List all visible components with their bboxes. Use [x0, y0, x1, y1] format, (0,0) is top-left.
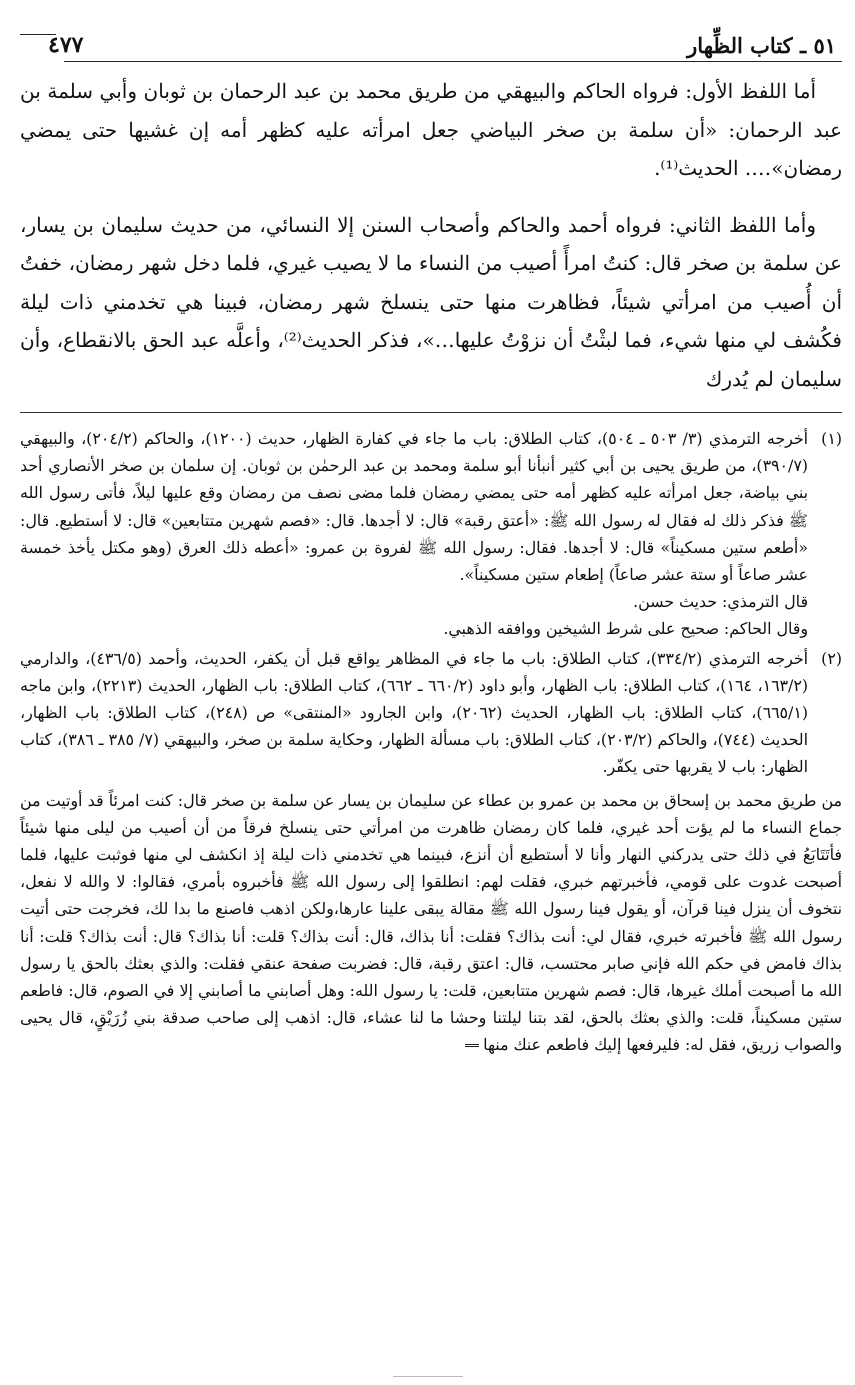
page-bottom-mark [393, 1376, 463, 1377]
book-page [20, 18, 842, 1368]
chapter-title: ٥١ ـ كتاب الظِّهار [687, 33, 836, 58]
footnote-continuation [20, 787, 842, 1059]
footnotes [20, 425, 842, 1059]
header-rule [64, 61, 842, 62]
footnote-body [20, 645, 808, 781]
footnote-body [20, 425, 808, 643]
main-text [20, 72, 842, 398]
footnote-line: وقال الحاكم: صحيح على شرط الشيخين ووافقه الذهبي. [443, 619, 808, 639]
footnote-line: قال الترمذي: حديث حسن. [633, 592, 808, 612]
footnote-number: (٢) [821, 648, 842, 668]
footnote [20, 645, 842, 781]
main-paragraph: أما اللفظ الأول: فرواه الحاكم والبيهقي من طريق محمد بن عبد الرحمان بن ثوبان وأبي سلمة بن عبد الرحمان: «أن سلمة بن صخر البياضي جعل امرأته عليه كظهر أمه إن غشيها حتى يمضي رمضان»…. الحديث⁽¹⁾. [20, 79, 842, 180]
page-header [20, 18, 842, 62]
footnote-separator [20, 412, 842, 413]
footnote-line: أخرجه الترمذي (٣/ ٥٠٣ ـ ٥٠٤)، كتاب الطلاق: باب ما جاء في كفارة الظهار، حديث (١٢٠٠)، والحاكم (٢٠٤/٢)، والبيهقي (٣٩٠/٧)، من طريق يحيى بن أبي كثير أنبأنا أبو سلمة ومحمد بن عبد الرحمٰن بن ثوبان. إن سلمان بن صخر الأنصاري أحد بني بياضة، جعل امرأته عليه كظهر أمه حتى يمضي رمضان فلما مضى نصف من رمضان وقع عليها ليلاً، فأتى رسول الله ﷺ فذكر ذلك له فقال له رسول الله ﷺ: «أعتق رقبة» قال: لا أجدها. قال: «فصم شهرين متتابعين» قال: لا أستطيع. قال: «أطعم ستين مسكيناً» قال: لا أجدها. فقال: رسول الله ﷺ لفروة بن عمرو: «أعطه ذلك العرق (وهو مكتل يأخذ خمسة عشر صاعاً أو ستة عشر صاعاً) إطعام ستين مسكيناً». [20, 429, 809, 585]
page-number: ٤٧٧ [48, 32, 84, 58]
footnote-continuation-text: من طريق محمد بن إسحاق بن محمد بن عمرو بن عطاء عن سليمان بن يسار عن سلمة بن صخر قال: كنت امرئاً قد أوتيت من جماع النساء ما لم يؤت أحد غيري، فلما كان رمضان ظاهرت من امرأتي حتى ينسلخ فرقاً من أن أصيب من ليلى منها شيئاً فأتَتَابَعُ في ذلك حتى يدركني النهار وأنا لا أستطيع أن أنزع، فبينما هي تخدمني ذات ليلة إذ انكشف لي منها فوثبت عليها، فلما أصبحت غدوت على قومي، فأخبرتهم خبري، فقلت لهم: انطلقوا إلى رسول الله ﷺ فأخبروه بأمري، فقالوا: لا والله لا نفعل، نتخوف أن ينزل فينا قرآن، أو يقول فينا رسول الله ﷺ مقالة يبقى علينا عارها،ولكن اذهب فاصنع ما بدا لك، فخرجت حتى أتيت رسول الله ﷺ فأخبرته خبري، فقال لي: أنت بذاك؟ فقلت: أنا بذاك، قال: أنت بذاك؟ قلت: أنا بذاك؟ قال: أنت بذاك؟ قلت: أنا بذاك فامض في حكم الله فإني صابر محتسب، قال: اعتق رقبة، قال: فضربت صفحة عنقي فقلت: والذي بعثك بالحق يا رسول الله ما أصبحت أملك غيرها، قال: فصم شهرين متتابعين، قلت: يا رسول الله: وهل أصابني ما أصابني إلا في الصوم، قال: فاطعم ستين مسكيناً، قلت: والذي بعثك بالحق، لقد بتنا ليلتنا وحشا ما لنا عشاء، قال: اذهب إلى صاحب صدقة بني زُرَيْقٍ، قال يحيى والصواب زريق، فقل له: فليرفعها إليك فاطعم عنك منها [20, 790, 842, 1055]
main-paragraph: وأما اللفظ الثاني: فرواه أحمد والحاكم وأصحاب السنن إلا النسائي، من حديث سليمان بن يسار، عن سلمة بن صخر قال: كنتُ امرأً أصيب من النساء ما لا يصيب غيري، فلما دخل شهر رمضان، خفتُ أن أُصيب من امرأتي شيئاً، فظاهرت منها حتى ينسلخ شهر رمضان، فبينا هي تخدمني ذات ليلة فكُشف لي منها شيء، فما لبثْتُ أن نزوْتُ عليها…»، فذكر الحديث⁽²⁾، وأعلَّه عبد الحق بالانقطاع، وأن سليمان لم يُدرك [20, 212, 842, 391]
continuation-mark [465, 1044, 479, 1047]
footnote [20, 425, 842, 643]
header-stub-rule [20, 34, 56, 35]
footnote-number: (١) [821, 429, 842, 448]
footnote-line: أخرجه الترمذي (٣٣٤/٢)، كتاب الطلاق: باب ما جاء في المظاهر يواقع قبل أن يكفر، الحديث، وأحمد (٤٣٦/٥)، والدارمي (١٦٣/٢، ١٦٤)، كتاب الطلاق: باب الظهار، وأبو داود (٦٦٠/٢ ـ ٦٦٢)، كتاب الطلاق: باب الظهار، الحديث (٢٢١٣)، وابن ماجه (٦٦٥/١)، كتاب الطلاق: باب الظهار، الحديث (٢٠٦٢)، وابن الجارود «المنتقى» ص (٢٤٨)، كتاب الطلاق: باب الظهار، الحديث (٧٤٤)، والحاكم (٢٠٣/٢)، كتاب الطلاق: باب مسألة الظهار، وحكاية سلمة بن صخر، والبيهقي (٧/ ٣٨٥ ـ ٣٨٦)، كتاب الظهار: باب لا يقربها حتى يكفّر. [20, 648, 809, 777]
